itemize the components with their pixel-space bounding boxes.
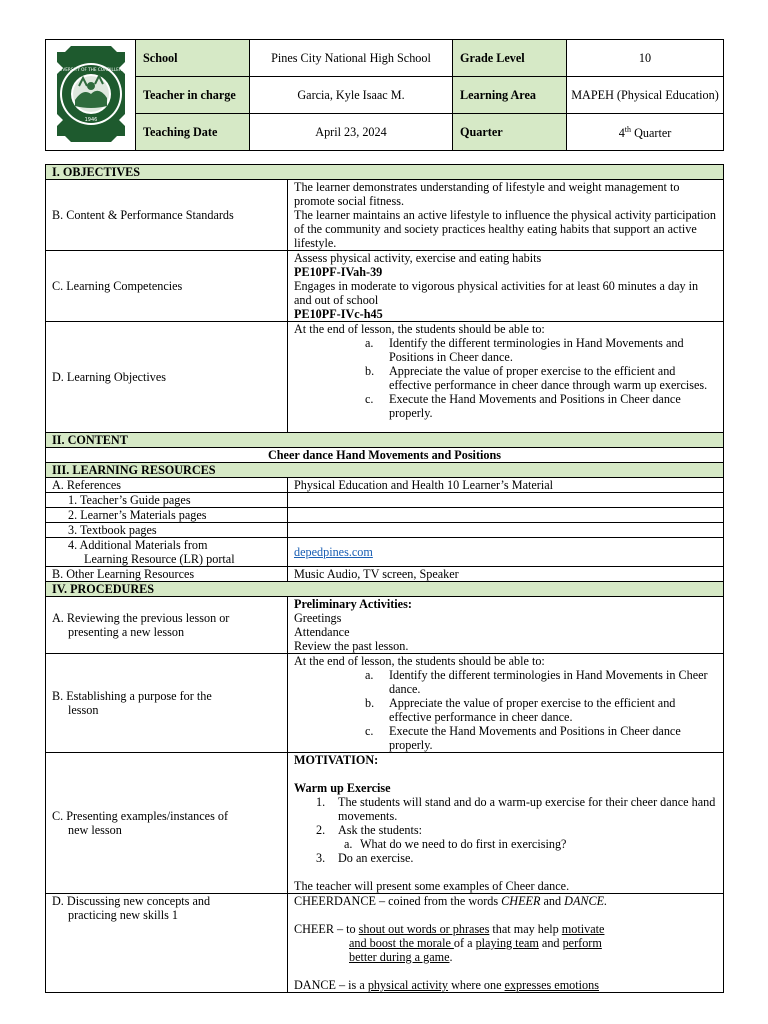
motivation-heading: MOTIVATION: <box>294 753 379 767</box>
reviewing-label: A. Reviewing the previous lesson or presenting a new lesson <box>46 597 288 654</box>
school-logo-cell <box>46 40 136 151</box>
lr-portal-link[interactable]: depedpines.com <box>294 545 373 559</box>
section-procedures: IV. PROCEDURES <box>46 582 724 597</box>
list-item: a. Identify the different terminologies in Hand Movements and Positions in Cheer dance. <box>365 336 684 364</box>
learning-objectives-label: D. Learning Objectives <box>46 322 288 433</box>
objectives-intro: At the end of lesson, the students should be able to: <box>294 322 545 336</box>
learning-objectives-text <box>288 322 724 433</box>
grade-level-label: Grade Level <box>453 40 567 77</box>
header-table <box>45 39 724 151</box>
references-value: Physical Education and Health 10 Learner’s Material <box>288 478 724 493</box>
sub-item: a. What do we need to do first in exercising? <box>344 837 567 851</box>
list-item: 2. Ask the students: <box>316 823 422 837</box>
other-resources-label: B. Other Learning Resources <box>46 567 288 582</box>
performance-standard: The learner maintains an active lifestyle to influence the physical activity participation of the community and society practices healthy eating habits that support an active lifestyle. <box>294 208 716 250</box>
preliminary-activities-heading: Preliminary Activities: <box>294 597 412 611</box>
competency-2: Engages in moderate to vigorous physical activities for at least 60 minutes a day in and out of school <box>294 279 699 307</box>
discussing-concepts-text: CHEERDANCE – coined from the words CHEER and DANCE. CHEER – to shout out words or phrases that may help motivate and boost the morale of a playing team and perform better during a game. DANCE – is a physical activity where one expresses emotions <box>288 894 724 993</box>
lesson-plan-table <box>45 164 724 993</box>
quarter-value <box>567 114 724 151</box>
teachers-guide-value <box>288 493 724 508</box>
list-item: c. Execute the Hand Movements and Positions in Cheer dance properly. <box>365 392 681 420</box>
references-label: A. References <box>46 478 288 493</box>
warm-up-list <box>294 795 717 837</box>
competencies-text <box>288 251 724 322</box>
warm-up-heading: Warm up Exercise <box>294 781 391 795</box>
section-resources: III. LEARNING RESOURCES <box>46 463 724 478</box>
competency-1: Assess physical activity, exercise and eating habits <box>294 251 542 265</box>
quarter-suffix: th <box>624 125 632 135</box>
section-content: II. CONTENT <box>46 433 724 448</box>
grade-level-value: 10 <box>567 40 724 77</box>
list-item: b. Appreciate the value of proper exercise to the efficient and effective performance in cheer dance. <box>365 696 676 724</box>
closing-text: The teacher will present some examples of Cheer dance. <box>294 879 570 893</box>
list-item: b. Appreciate the value of proper exercise to the efficient and effective performance in cheer dance through warm up exercises. <box>365 364 708 392</box>
presenting-examples-text <box>288 753 724 894</box>
purpose-list <box>294 668 717 752</box>
seal-text: UNIVERSITY OF THE CORDILLERAS <box>54 66 127 72</box>
purpose-label: B. Establishing a purpose for the lesson <box>46 654 288 753</box>
content-standards-text <box>288 180 724 251</box>
university-seal-icon <box>51 42 131 146</box>
list-item: 3. Do an exercise. <box>316 851 414 865</box>
discussing-concepts-label: D. Discussing new concepts and practicing new skills 1 <box>46 894 288 993</box>
additional-materials-value <box>288 538 724 567</box>
dance-definition: DANCE – is a physical activity where one expresses emotions <box>294 978 599 992</box>
quarter-label: Quarter <box>453 114 567 151</box>
quarter-number: 4 <box>618 126 625 141</box>
list-item: 1. The students will stand and do a warm-up exercise for their cheer dance hand movements. <box>316 795 716 823</box>
teaching-date-label: Teaching Date <box>136 114 250 151</box>
learners-materials-label: 2. Learner’s Materials pages <box>46 508 288 523</box>
school-value: Pines City National High School <box>250 40 453 77</box>
teaching-date-value: April 23, 2024 <box>250 114 453 151</box>
content-standards-label: B. Content & Performance Standards <box>46 180 288 251</box>
competencies-label: C. Learning Competencies <box>46 251 288 322</box>
additional-materials-label: 4. Additional Materials from Learning Resource (LR) portal <box>46 538 288 567</box>
competency-code-2: PE10PF-IVc-h45 <box>294 307 383 321</box>
cheer-definition: CHEER – to shout out words or phrases that may help motivate <box>294 922 605 936</box>
learners-materials-value <box>288 508 724 523</box>
list-item: a. Identify the different terminologies in Hand Movements in Cheer dance. <box>365 668 708 696</box>
purpose-text: At the end of lesson, the students should be able to: a. Identify the different terminologies in Hand Movements in Cheer dance. b. Appreciate the value of proper exercise to the efficient and effective performance in cheer dance. c. Execute the Hand Movements and Positions in Cheer dance properly. <box>288 654 724 753</box>
section-objectives: I. OBJECTIVES <box>46 165 724 180</box>
teachers-guide-label: 1. Teacher’s Guide pages <box>46 493 288 508</box>
warm-up-list-cont <box>294 851 717 865</box>
cheerdance-definition: CHEERDANCE – coined from the words CHEER and DANCE. <box>294 894 608 908</box>
presenting-examples-label: C. Presenting examples/instances of new lesson <box>46 753 288 894</box>
teacher-value: Garcia, Kyle Isaac M. <box>250 77 453 114</box>
school-label: School <box>136 40 250 77</box>
competency-code-1: PE10PF-IVah-39 <box>294 265 383 279</box>
learning-area-value: MAPEH (Physical Education) <box>567 77 724 114</box>
textbook-label: 3. Textbook pages <box>46 523 288 538</box>
reviewing-text: Preliminary Activities: Greetings Attendance Review the past lesson. <box>288 597 724 654</box>
textbook-value <box>288 523 724 538</box>
content-standard: The learner demonstrates understanding of lifestyle and weight management to promote social fitness. <box>294 180 680 208</box>
seal-year: 1946 <box>84 116 97 123</box>
other-resources-value: Music Audio, TV screen, Speaker <box>288 567 724 582</box>
learning-area-label: Learning Area <box>453 77 567 114</box>
list-item: c. Execute the Hand Movements and Positions in Cheer dance properly. <box>365 724 681 752</box>
teacher-label: Teacher in charge <box>136 77 250 114</box>
objectives-list <box>294 336 717 420</box>
quarter-word: Quarter <box>631 126 672 141</box>
content-topic: Cheer dance Hand Movements and Positions <box>46 448 724 463</box>
